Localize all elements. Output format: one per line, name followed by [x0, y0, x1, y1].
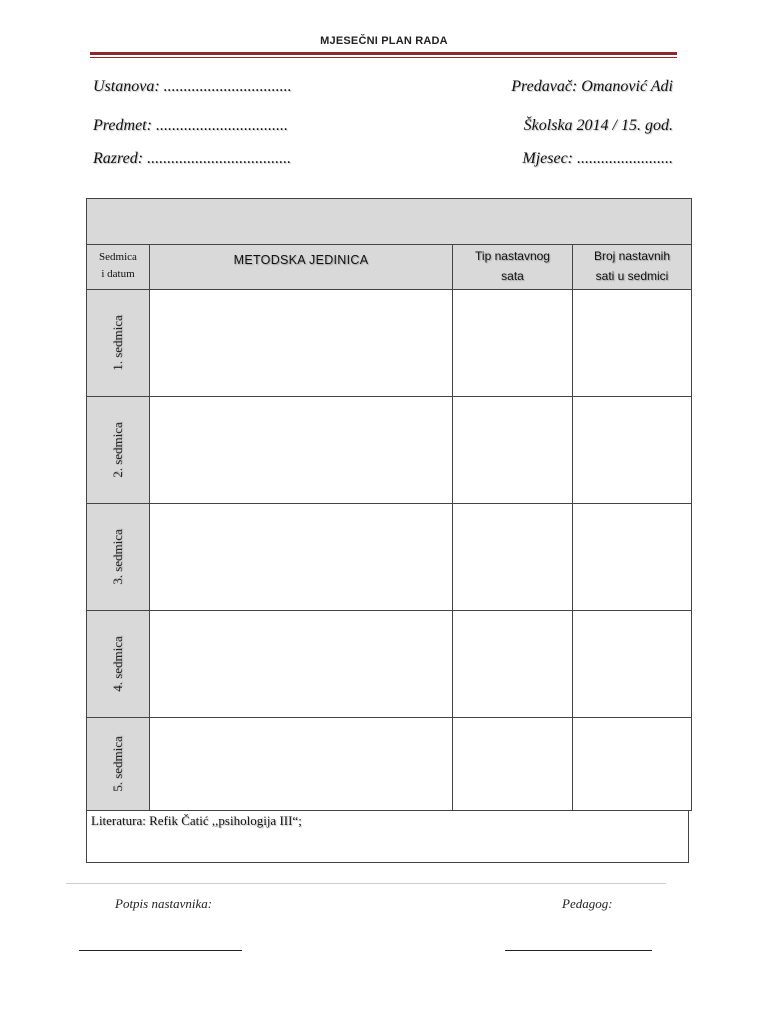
- teacher-signature-label: Potpis nastavnika:: [115, 896, 213, 911]
- type-cell-2[interactable]: [453, 397, 573, 504]
- header-type-line2: sata: [501, 269, 524, 283]
- skolska-godina-field: Školska 2014 / 15. god.: [523, 117, 673, 134]
- hours-cell-4[interactable]: [573, 611, 691, 718]
- week-label-2: 2. sedmica: [110, 422, 125, 478]
- type-cell-4[interactable]: [453, 611, 573, 718]
- header-rule-thin: [90, 57, 677, 58]
- week-cell-4: [87, 611, 150, 718]
- week-cell-1: [87, 290, 150, 397]
- week-cell-2: [87, 397, 150, 504]
- hours-cell-5[interactable]: [573, 718, 691, 810]
- table-top-band: [87, 199, 691, 245]
- unit-cell-2[interactable]: [150, 397, 453, 504]
- mjesec-field: Mjesec: ........................: [522, 150, 673, 167]
- ustanova-field: Ustanova: ................................: [93, 78, 292, 95]
- page-title: MJESEČNI PLAN RADA: [320, 35, 448, 47]
- hours-cell-3[interactable]: [573, 504, 691, 611]
- type-cell-1[interactable]: [453, 290, 573, 397]
- week-label-1: 1. sedmica: [110, 315, 125, 371]
- header-week-line1: Sedmica: [99, 251, 137, 263]
- header-week-cell: [87, 245, 150, 290]
- predavac-field: Predavač: Omanović Adi: [511, 78, 673, 95]
- header-rule-thick: [90, 52, 677, 55]
- type-cell-5[interactable]: [453, 718, 573, 810]
- literature-box: [86, 811, 689, 863]
- unit-cell-4[interactable]: [150, 611, 453, 718]
- header-week-line2: i datum: [101, 268, 135, 280]
- header-hours-line1: Broj nastavnih: [593, 249, 671, 263]
- header-type-cell: [453, 245, 573, 290]
- pedagog-signature-label: Pedagog:: [562, 896, 613, 911]
- pedagog-signature-line: [505, 950, 652, 951]
- week-cell-3: [87, 504, 150, 611]
- unit-cell-5[interactable]: [150, 718, 453, 810]
- header-hours-line2: sati u sedmici: [595, 269, 669, 283]
- header-hours-cell: [573, 245, 691, 290]
- week-label-5: 5. sedmica: [110, 736, 125, 792]
- literature-text: Literatura: Refik Čatić ,,psihologija III“;: [91, 813, 302, 828]
- predmet-field: Predmet: .................................: [93, 117, 288, 134]
- header-unit-label: METODSKA JEDINICA: [233, 253, 369, 267]
- footer-separator: [66, 883, 666, 884]
- razred-field: Razred: ....................................: [93, 150, 292, 167]
- plan-table: [86, 198, 692, 811]
- header-type-line1: Tip nastavnog: [475, 249, 550, 263]
- hours-cell-1[interactable]: [573, 290, 691, 397]
- teacher-signature-line: [79, 950, 242, 951]
- type-cell-3[interactable]: [453, 504, 573, 611]
- week-cell-5: [87, 718, 150, 810]
- hours-cell-2[interactable]: [573, 397, 691, 504]
- unit-cell-3[interactable]: [150, 504, 453, 611]
- week-label-3: 3. sedmica: [110, 529, 125, 585]
- week-label-4: 4. sedmica: [110, 636, 125, 692]
- unit-cell-1[interactable]: [150, 290, 453, 397]
- header-unit-cell: [150, 245, 453, 290]
